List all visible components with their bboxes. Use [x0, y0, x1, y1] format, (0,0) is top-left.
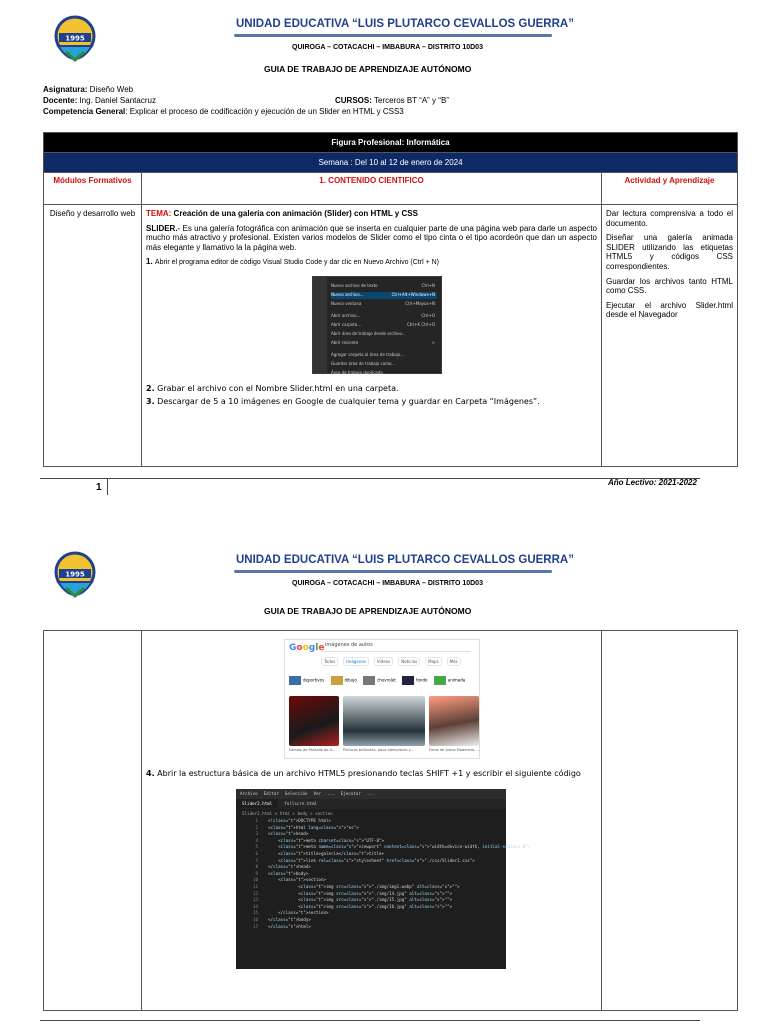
code-line: 9 <class="t">body> — [255, 870, 309, 876]
teacher-line: Docente: Ing. Daniel Santacruz — [43, 96, 156, 105]
activity-header: Actividad y Aprendizaje — [602, 173, 738, 205]
code-line: 1 <!class="t">DOCTYPE html> — [255, 818, 332, 823]
content-cell — [142, 631, 602, 1011]
code-line: 12 <class="t">img src=class="s">"./img/14.jpg" alt=class="s">""> — [252, 890, 453, 896]
code-line: 14 <class="t">img src=class="s">"./img/16.jpg" alt=class="s">""> — [252, 903, 453, 909]
car-image-thumbnail — [343, 696, 425, 746]
activity-item: Diseñar una galería animada SLIDER utilizando las etiquetas HTML5 y códigos CSS correspondientes. — [606, 233, 733, 271]
code-line: 11 <class="t">img src=class="s">"./img/img1.webp" alt=class="s">""> — [252, 883, 460, 889]
image-caption: Fondos de Pantalla de A... — [289, 748, 336, 752]
competence-line: Competencia General: Explicar el proceso de codificación y ejecución de un Slider en HTML y CSS3 — [43, 107, 404, 116]
menu-item: Agregar carpeta al área de trabajo... — [331, 352, 405, 358]
code-line: 17 </class="t">html> — [252, 923, 311, 929]
school-title: UNIDAD EDUCATIVA “LUIS PLUTARCO CEVALLOS GUERRA” — [236, 18, 574, 30]
google-images-screenshot — [284, 639, 480, 759]
code-line: 7 <class="t">link rel=class="s">"stylesheet" href=class="s">"./css/Slider2.css"> — [255, 857, 475, 863]
editor-tabs: Slider2.html fullscrn.html — [236, 799, 506, 809]
google-chips: deportivos dibujo chevrolet fondo animada — [289, 676, 470, 685]
module-cell — [44, 631, 142, 1011]
vscode-activity-bar — [313, 277, 327, 373]
menu-item: Área de trabajo duplicada — [331, 370, 383, 376]
school-crest-icon — [44, 12, 106, 74]
content-cell — [142, 205, 602, 467]
code-line: 5 <class="t">meta name=class="s">"viewport" content=class="s">"width=device-width, initial-scale=1.0"> — [255, 844, 531, 850]
menu-item: Nuevo archivo de texto Ctrl+N — [331, 283, 435, 289]
page-number-divider — [107, 479, 108, 495]
location-line: QUIROGA – COTACACHI – IMBABURA – DISTRITO 10D03 — [292, 580, 483, 587]
code-line: 13 <class="t">img src=class="s">"./img/15.jpg" alt=class="s">""> — [252, 897, 453, 903]
document-page-2 — [0, 536, 768, 1024]
footer-rule — [40, 478, 700, 479]
code-line: 3 <class="t">head> — [255, 831, 309, 837]
code-line: 6 <class="t">title>galeria</class="t">title> — [255, 850, 384, 856]
image-caption: Pinturas brillantes, poco ejemplares y... — [343, 748, 414, 752]
code-line: 2 <class="t">html lang=class="s">"es"> — [255, 824, 359, 830]
menu-item: Abrir carpeta... Ctrl+K Ctrl+O — [331, 322, 435, 328]
modules-header: Módulos Formativos — [44, 173, 142, 205]
menu-item: Nueva ventana Ctrl+Mayús+N — [331, 301, 435, 307]
image-caption: Fotos de Autos Modernos, ... — [429, 748, 481, 752]
activity-item: Ejecutar el archivo Slider.html desde el Navegador — [606, 300, 733, 320]
content-header: 1. CONTENIDO CIENTIFICO — [142, 173, 602, 205]
title-underline — [234, 570, 552, 573]
week-bar: Semana : Del 10 al 12 de enero de 2024 — [44, 153, 738, 173]
location-line: QUIROGA – COTACACHI – IMBABURA – DISTRITO 10D03 — [292, 44, 483, 51]
topic-line: TEMA: Creación de una galería con animación (Slider) con HTML y CSS — [146, 209, 418, 218]
page-number: 1 — [96, 482, 102, 493]
code-line: 8 </class="t">head> — [255, 864, 311, 870]
step-1: 1. Abrir el programa editor de código Visual Studio Code y dar clic en Nuevo Archivo (Ctrl + N) — [146, 257, 439, 267]
code-line: 10 <class="t">section> — [252, 877, 326, 883]
subject-line: Asignatura: Diseño Web — [43, 85, 134, 94]
menu-item: Abrir archivo... Ctrl+O — [331, 313, 435, 319]
school-year: Año Lectivo: 2021-2022 — [608, 478, 697, 487]
code-line: 4 <class="t">meta charset=class="s">"UTF-8"> — [255, 837, 385, 843]
plan-table-continued — [43, 630, 738, 1011]
menu-item: Abrir reciente > — [331, 340, 435, 346]
profile-bar: Figura Profesional: Informática — [44, 133, 738, 153]
google-tabs: Todos Imágenes Videos Noticias Maps Más — [321, 659, 466, 664]
editor-breadcrumb: Slider2.html > html > body > section — [242, 811, 333, 816]
guide-title: GUIA DE TRABAJO DE APRENDIZAJE AUTÓNOMO — [264, 606, 472, 616]
code-lines — [236, 818, 531, 930]
code-line: 15 </class="t">section> — [252, 910, 329, 916]
step-3: 3. Descargar de 5 a 10 imágenes en Google de cualquier tema y guardar en Carpeta “Imágenes”. — [146, 397, 540, 407]
activity-item: Dar lectura comprensiva a todo el documento. — [606, 209, 733, 228]
car-image-thumbnail — [289, 696, 339, 746]
google-logo: Google — [289, 643, 325, 653]
activity-cell — [602, 631, 738, 1011]
step-2: 2. Grabar el archivo con el Nombre Slider.html en una carpeta. — [146, 384, 399, 394]
courses-line: CURSOS: Terceros BT “A” y “B” — [335, 96, 449, 105]
svg-text:1995: 1995 — [65, 34, 85, 43]
module-cell: Diseño y desarrollo web — [44, 205, 142, 467]
svg-text:1995: 1995 — [65, 570, 85, 579]
code-line: 16 </class="t">body> — [252, 916, 311, 922]
google-search-query: imágenes de autos — [321, 642, 471, 652]
vscode-file-menu-screenshot — [312, 276, 442, 374]
menu-item: Nuevo archivo... Ctrl+Alt+Windows+N — [331, 292, 435, 298]
editor-menubar: Archivo Editar Selección Ver ... Ejecutar ... — [236, 789, 506, 799]
activity-cell — [602, 205, 738, 467]
car-image-thumbnail — [429, 696, 479, 746]
school-crest-icon — [44, 548, 106, 610]
vscode-editor-screenshot — [236, 789, 531, 969]
menu-item: Abrir área de trabajo desde archivo... — [331, 331, 406, 337]
activity-item: Guardar los archivos tanto HTML como CSS. — [606, 276, 733, 296]
step-4: 4. Abrir la estructura básica de un archivo HTML5 presionando teclas SHIFT +1 y escribir el siguiente código — [146, 769, 581, 778]
title-underline — [234, 34, 552, 37]
menu-item: Guardar área de trabajo como... — [331, 361, 396, 367]
school-title: UNIDAD EDUCATIVA “LUIS PLUTARCO CEVALLOS GUERRA” — [236, 554, 574, 566]
slider-definition: SLIDER.- Es una galería fotográfica con animación que se inserta en cualquier parte de una página web para darle un aspecto mucho más atractivo y profesional. Existen varios modelos de Slider como el tipo cinta o el tipo acordeón que dan un aspecto más elegante y llamativo la la página web. — [146, 223, 597, 252]
guide-title: GUIA DE TRABAJO DE APRENDIZAJE AUTÓNOMO — [264, 64, 472, 74]
plan-table — [43, 132, 738, 467]
footer-rule — [40, 1020, 700, 1021]
